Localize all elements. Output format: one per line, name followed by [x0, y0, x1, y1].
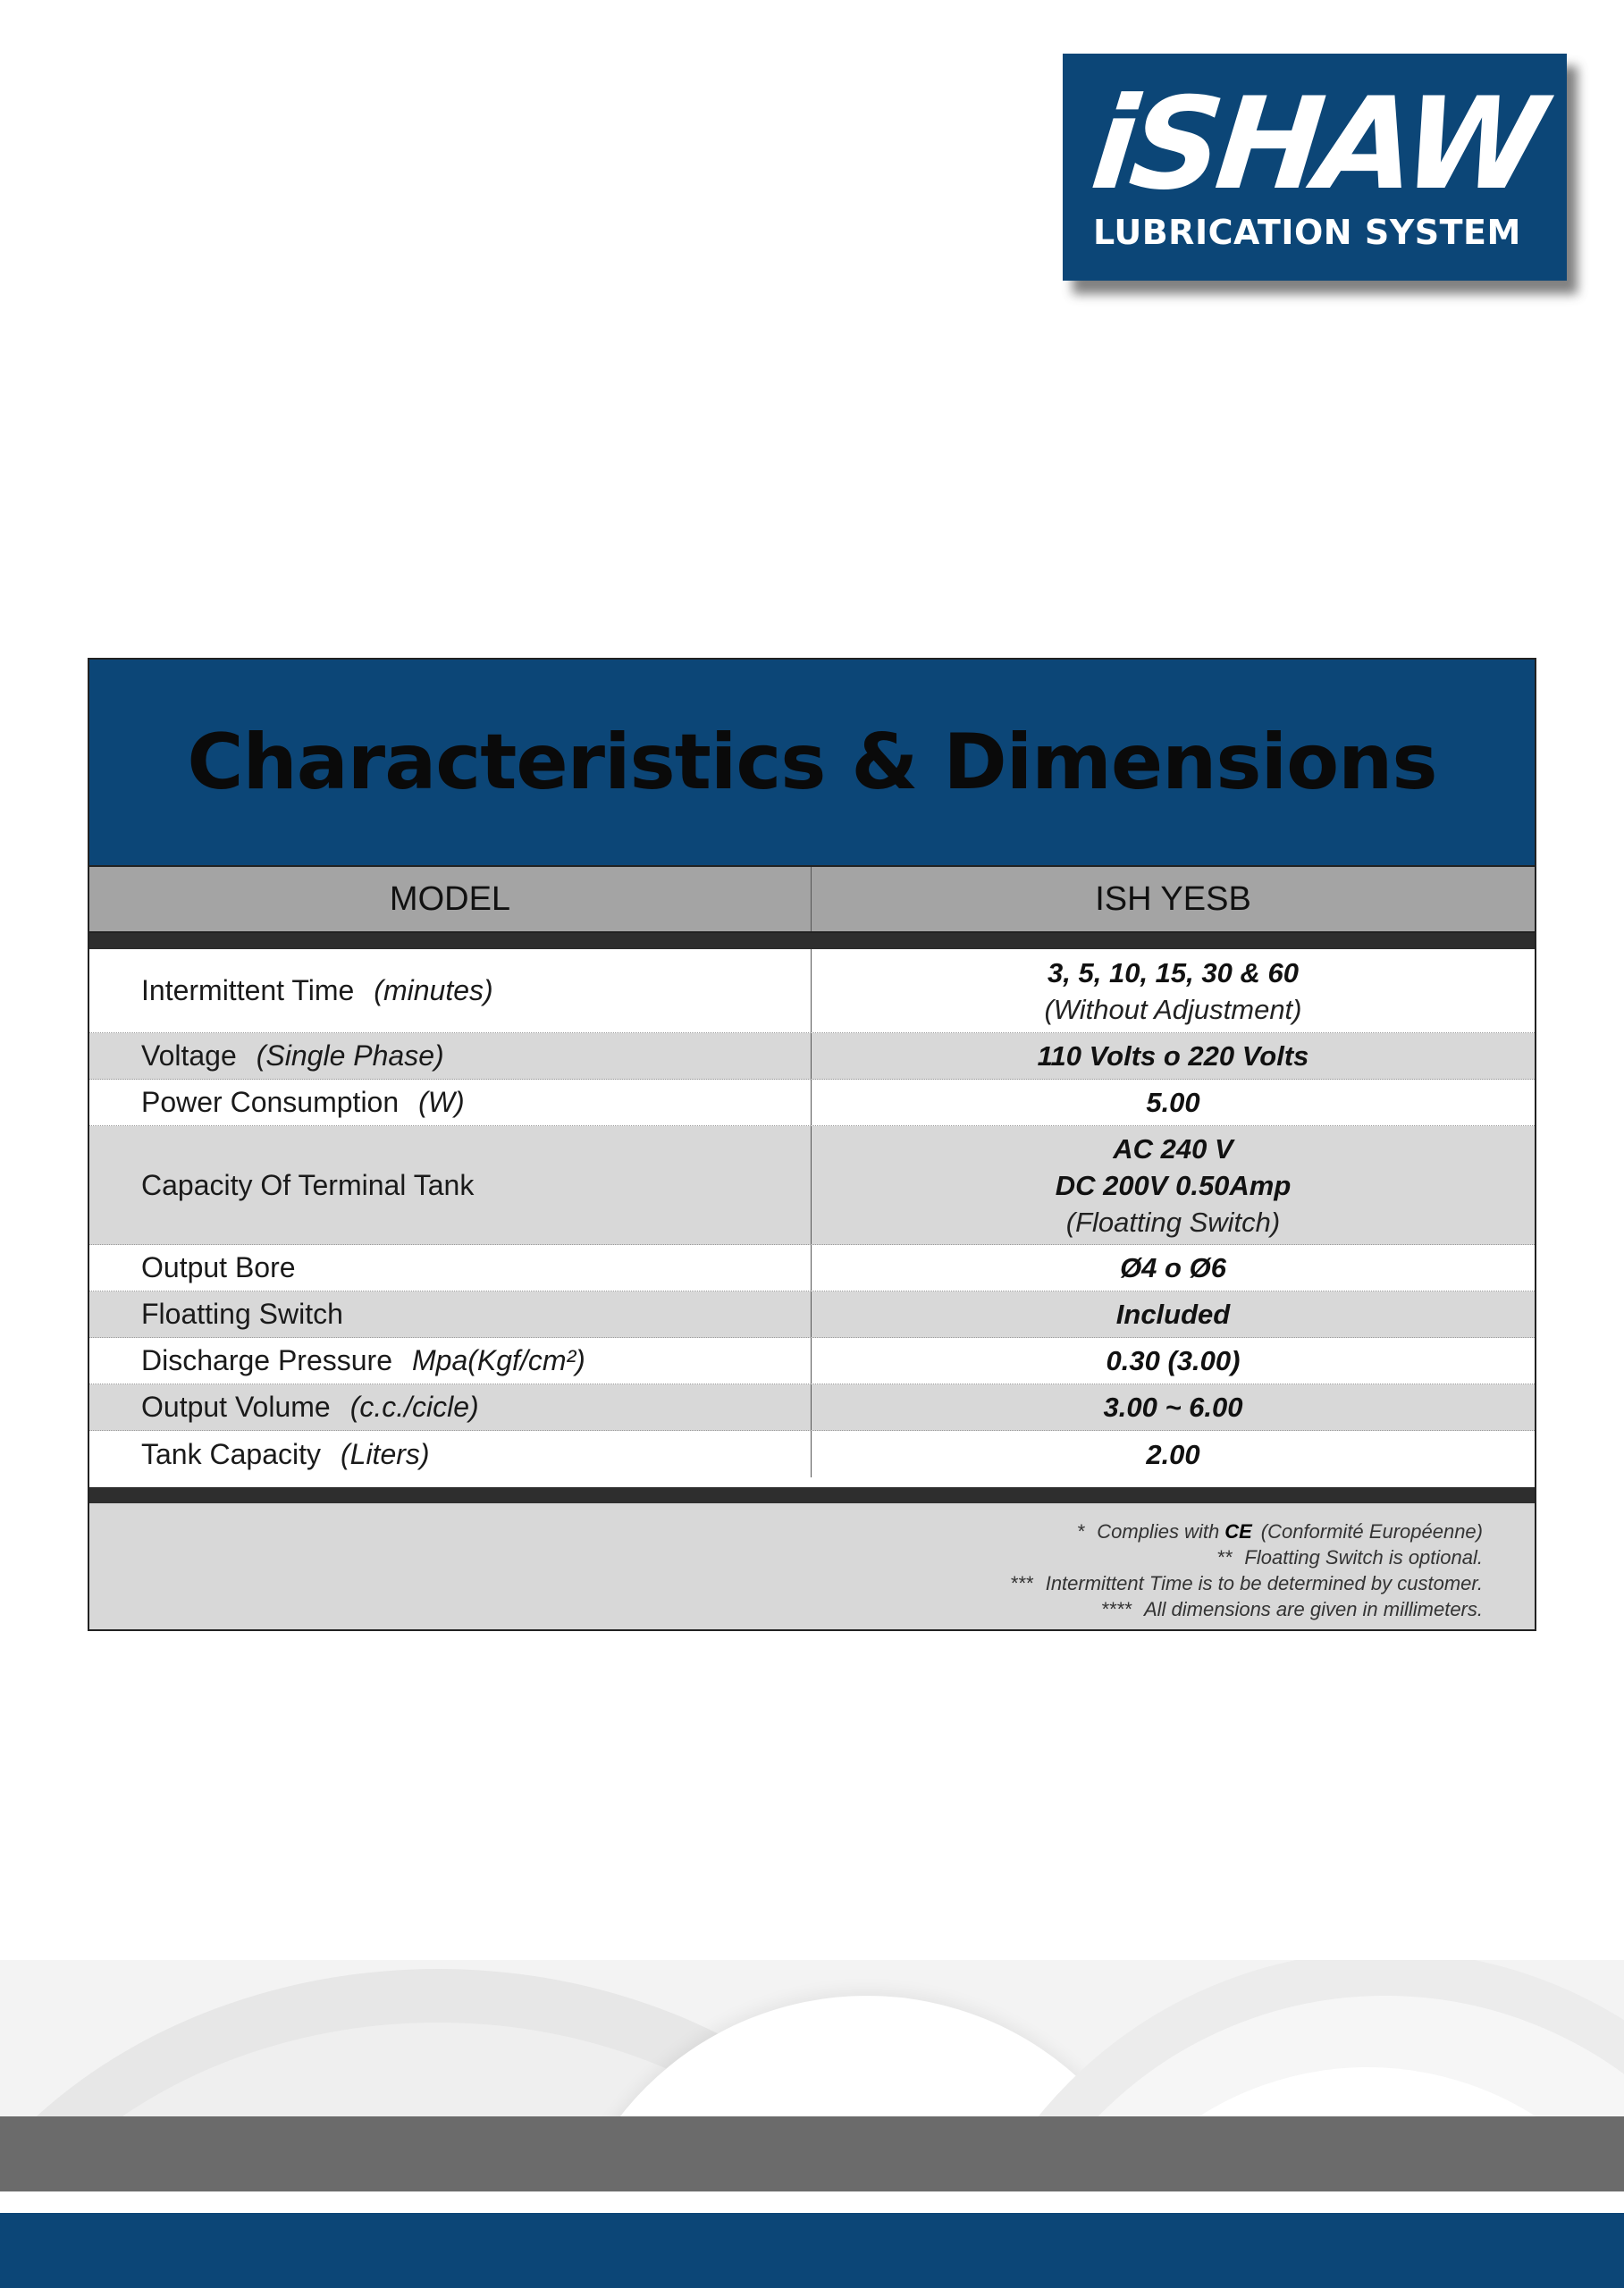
footnote-switch: ** Floatting Switch is optional. — [1216, 1546, 1483, 1569]
spec-title: Characteristics & Dimensions — [187, 718, 1437, 807]
footnotes — [89, 1503, 1535, 1629]
table-row — [89, 1080, 1535, 1126]
table-row — [89, 1245, 1535, 1291]
bottom-divider-band — [89, 1487, 1535, 1503]
row-label: Discharge Pressure Mpa(Kgf/cm²) — [89, 1338, 812, 1384]
footer-white-stripe — [0, 2191, 1624, 2213]
row-value: 110 Volts o 220 Volts — [1037, 1040, 1309, 1072]
row-label: Intermittent Time (minutes) — [89, 949, 812, 1032]
table-row — [89, 1338, 1535, 1384]
row-value: AC 240 V DC 200V 0.50Amp (Floatting Switch) — [1055, 1132, 1292, 1238]
ce-mark: CE — [1224, 1520, 1252, 1543]
table-row — [89, 1126, 1535, 1245]
table-row — [89, 1384, 1535, 1431]
footer-grey-band — [0, 2116, 1624, 2191]
table-row — [89, 1033, 1535, 1080]
logo-subtitle: LUBRICATION SYSTEM — [1093, 213, 1521, 252]
row-label: Output Bore — [89, 1245, 812, 1291]
spec-table — [88, 658, 1536, 1631]
table-row — [89, 1291, 1535, 1338]
logo-wordmark: iSHAW — [1085, 71, 1547, 218]
row-label: Power Consumption (W) — [89, 1080, 812, 1125]
row-label: Tank Capacity (Liters) — [89, 1431, 812, 1477]
footnote-time: *** Intermittent Time is to be determined by customer. — [1010, 1572, 1483, 1594]
row-value: 3.00 ~ 6.00 — [1103, 1392, 1243, 1423]
model-value: ISH YESB — [1095, 879, 1251, 918]
row-value: Included — [1115, 1299, 1231, 1330]
spec-rows — [89, 949, 1535, 1477]
footer-blue-band — [0, 2213, 1624, 2288]
footnote-ce: * Complies with CE (Conformité Européenne) — [1076, 1520, 1483, 1543]
row-label: Output Volume (c.c./cicle) — [89, 1384, 812, 1430]
model-row — [89, 865, 1535, 933]
top-divider-band — [89, 933, 1535, 949]
row-label: Floatting Switch — [89, 1291, 812, 1337]
brand-logo — [1063, 54, 1567, 281]
row-label: Voltage (Single Phase) — [89, 1033, 812, 1079]
row-value: 5.00 — [1146, 1087, 1200, 1118]
row-value: 2.00 — [1146, 1438, 1200, 1470]
model-label: MODEL — [89, 867, 812, 931]
row-value: 0.30 (3.00) — [1106, 1345, 1241, 1376]
table-row — [89, 949, 1535, 1033]
row-value: 3, 5, 10, 15, 30 & 60 (Without Adjustment) — [1044, 956, 1302, 1025]
table-row — [89, 1431, 1535, 1477]
footnote-dimensions: **** All dimensions are given in millimeters. — [1100, 1598, 1483, 1620]
row-label: Capacity Of Terminal Tank — [89, 1126, 812, 1244]
spec-header — [89, 660, 1535, 865]
row-value: Ø4 o Ø6 — [1120, 1252, 1226, 1283]
